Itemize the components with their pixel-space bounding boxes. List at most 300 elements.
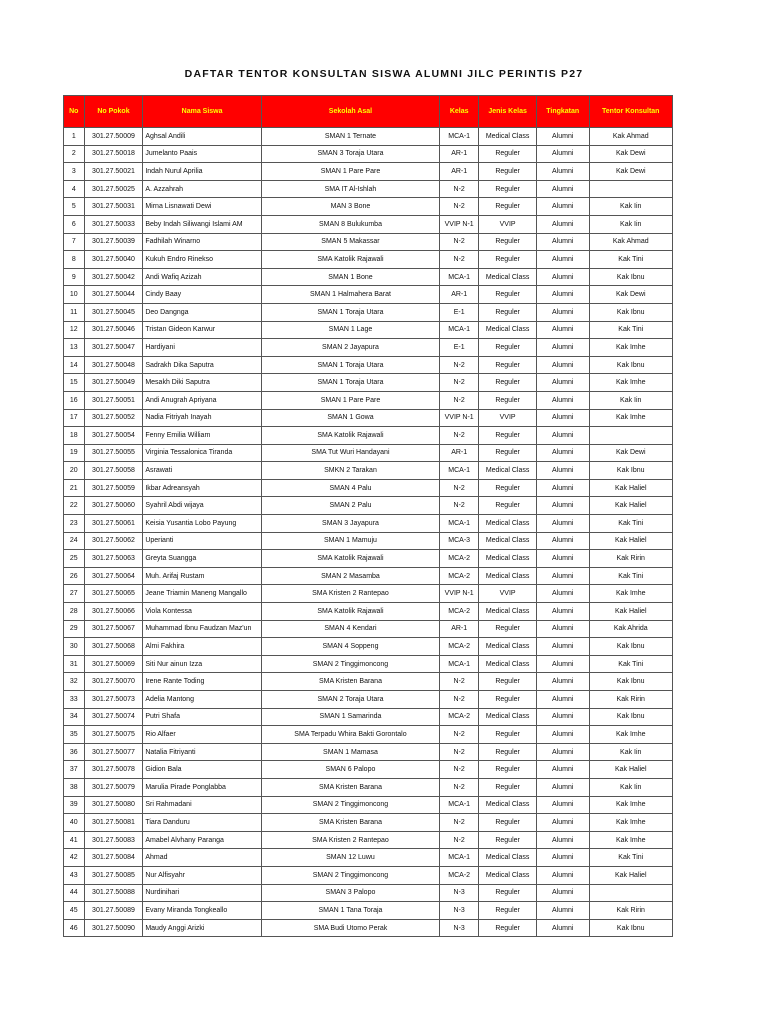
cell-kelas: AR-1 [440, 163, 479, 181]
cell-sekolah-asal: SMAN 1 Toraja Utara [261, 374, 439, 392]
cell-tingkatan: Alumni [536, 831, 589, 849]
cell-jenis-kelas: Reguler [479, 145, 537, 163]
cell-tentor-konsultan [589, 427, 673, 445]
cell-kelas: MCA-2 [440, 603, 479, 621]
table-row [64, 866, 673, 884]
cell-no: 1 [64, 128, 85, 146]
cell-sekolah-asal: SMAN 1 Lage [261, 321, 439, 339]
cell-sekolah-asal: SMA Kristen 2 Rantepao [261, 585, 439, 603]
table-row [64, 567, 673, 585]
cell-nama-siswa: Uperianti [143, 532, 262, 550]
table-row [64, 374, 673, 392]
cell-tentor-konsultan: Kak Imhe [589, 585, 673, 603]
cell-tingkatan: Alumni [536, 814, 589, 832]
cell-tentor-konsultan [589, 180, 673, 198]
cell-nama-siswa: Nur Alfisyahr [143, 866, 262, 884]
cell-no: 44 [64, 884, 85, 902]
cell-tingkatan: Alumni [536, 902, 589, 920]
cell-nama-siswa: Keisia Yusantia Lobo Payung [143, 515, 262, 533]
cell-sekolah-asal: SMA Katolik Rajawali [261, 603, 439, 621]
cell-no-pokok: 301.27.50055 [84, 444, 143, 462]
cell-nama-siswa: Sri Rahmadani [143, 796, 262, 814]
cell-no-pokok: 301.27.50078 [84, 761, 143, 779]
cell-no-pokok: 301.27.50044 [84, 286, 143, 304]
table-row [64, 603, 673, 621]
cell-kelas: N-2 [440, 251, 479, 269]
cell-nama-siswa: Amabel Alvhany Paranga [143, 831, 262, 849]
cell-no: 34 [64, 708, 85, 726]
cell-nama-siswa: Adelia Mantong [143, 691, 262, 709]
cell-jenis-kelas: Medical Class [479, 567, 537, 585]
cell-kelas: N-2 [440, 497, 479, 515]
cell-sekolah-asal: SMAN 1 Mamasa [261, 743, 439, 761]
cell-tingkatan: Alumni [536, 603, 589, 621]
cell-tingkatan: Alumni [536, 128, 589, 146]
cell-jenis-kelas: Reguler [479, 444, 537, 462]
cell-nama-siswa: Ikbar Adreansyah [143, 479, 262, 497]
cell-tingkatan: Alumni [536, 444, 589, 462]
cell-no-pokok: 301.27.50065 [84, 585, 143, 603]
cell-kelas: MCA-1 [440, 849, 479, 867]
cell-jenis-kelas: Medical Class [479, 321, 537, 339]
cell-jenis-kelas: Medical Class [479, 603, 537, 621]
cell-no-pokok: 301.27.50066 [84, 603, 143, 621]
table-row [64, 849, 673, 867]
cell-sekolah-asal: SMAN 1 Samarinda [261, 708, 439, 726]
cell-no: 8 [64, 251, 85, 269]
cell-tingkatan: Alumni [536, 286, 589, 304]
cell-sekolah-asal: SMKN 2 Tarakan [261, 462, 439, 480]
cell-no-pokok: 301.27.50064 [84, 567, 143, 585]
cell-no: 32 [64, 673, 85, 691]
cell-nama-siswa: Indah Nurul Aprilia [143, 163, 262, 181]
cell-jenis-kelas: Reguler [479, 163, 537, 181]
cell-tentor-konsultan: Kak Imhe [589, 831, 673, 849]
cell-no: 42 [64, 849, 85, 867]
cell-tingkatan: Alumni [536, 550, 589, 568]
cell-nama-siswa: Hardiyani [143, 339, 262, 357]
cell-no-pokok: 301.27.50021 [84, 163, 143, 181]
cell-tentor-konsultan: Kak Imhe [589, 796, 673, 814]
cell-kelas: N-2 [440, 831, 479, 849]
table-row [64, 286, 673, 304]
cell-nama-siswa: Muh. Arifaj Rustam [143, 567, 262, 585]
cell-no-pokok: 301.27.50018 [84, 145, 143, 163]
cell-sekolah-asal: SMAN 8 Bulukumba [261, 215, 439, 233]
cell-jenis-kelas: Medical Class [479, 866, 537, 884]
cell-kelas: AR-1 [440, 620, 479, 638]
cell-tingkatan: Alumni [536, 497, 589, 515]
cell-no: 28 [64, 603, 85, 621]
cell-sekolah-asal: SMAN 3 Jayapura [261, 515, 439, 533]
table-row [64, 251, 673, 269]
cell-jenis-kelas: Reguler [479, 356, 537, 374]
header-tentor-konsultan: Tentor Konsultan [589, 96, 673, 128]
cell-sekolah-asal: SMA Terpadu Whira Bakti Gorontalo [261, 726, 439, 744]
table-row [64, 796, 673, 814]
cell-tingkatan: Alumni [536, 655, 589, 673]
cell-no-pokok: 301.27.50054 [84, 427, 143, 445]
cell-tentor-konsultan: Kak Imhe [589, 726, 673, 744]
cell-kelas: N-2 [440, 691, 479, 709]
table-row [64, 919, 673, 937]
table-row [64, 268, 673, 286]
cell-no-pokok: 301.27.50042 [84, 268, 143, 286]
cell-tentor-konsultan: Kak Dewi [589, 286, 673, 304]
cell-tentor-konsultan: Kak Tini [589, 251, 673, 269]
cell-tentor-konsultan: Kak Ahrida [589, 620, 673, 638]
cell-kelas: N-2 [440, 356, 479, 374]
cell-tingkatan: Alumni [536, 462, 589, 480]
cell-kelas: VVIP N-1 [440, 585, 479, 603]
cell-nama-siswa: Mirna Lisnawati Dewi [143, 198, 262, 216]
cell-sekolah-asal: SMA Kristen Barana [261, 778, 439, 796]
cell-tingkatan: Alumni [536, 849, 589, 867]
cell-no: 5 [64, 198, 85, 216]
cell-no-pokok: 301.27.50074 [84, 708, 143, 726]
cell-kelas: VVIP N-1 [440, 409, 479, 427]
student-table [63, 95, 673, 937]
cell-sekolah-asal: SMAN 1 Halmahera Barat [261, 286, 439, 304]
cell-sekolah-asal: SMAN 1 Toraja Utara [261, 303, 439, 321]
cell-no-pokok: 301.27.50061 [84, 515, 143, 533]
document-title: DAFTAR TENTOR KONSULTAN SISWA ALUMNI JILC PERINTIS P27 [184, 68, 584, 80]
cell-jenis-kelas: Reguler [479, 479, 537, 497]
cell-nama-siswa: Tristan Gideon Karwur [143, 321, 262, 339]
cell-nama-siswa: Rio Alfaer [143, 726, 262, 744]
cell-sekolah-asal: SMAN 5 Makassar [261, 233, 439, 251]
table-row [64, 444, 673, 462]
cell-tingkatan: Alumni [536, 796, 589, 814]
cell-no: 19 [64, 444, 85, 462]
cell-no: 41 [64, 831, 85, 849]
cell-nama-siswa: Ahmad [143, 849, 262, 867]
cell-tentor-konsultan: Kak Ibnu [589, 303, 673, 321]
cell-jenis-kelas: Reguler [479, 198, 537, 216]
cell-tentor-konsultan: Kak Ibnu [589, 356, 673, 374]
cell-sekolah-asal: SMAN 1 Pare Pare [261, 391, 439, 409]
cell-tentor-konsultan: Kak Iin [589, 778, 673, 796]
cell-no: 43 [64, 866, 85, 884]
cell-kelas: MCA-1 [440, 462, 479, 480]
cell-tingkatan: Alumni [536, 163, 589, 181]
table-row [64, 778, 673, 796]
cell-no: 27 [64, 585, 85, 603]
table-row [64, 902, 673, 920]
cell-no-pokok: 301.27.50009 [84, 128, 143, 146]
cell-nama-siswa: Fadhilah Winarno [143, 233, 262, 251]
cell-no: 29 [64, 620, 85, 638]
cell-nama-siswa: Sadrakh Dika Saputra [143, 356, 262, 374]
cell-jenis-kelas: Reguler [479, 303, 537, 321]
table-row [64, 884, 673, 902]
cell-tingkatan: Alumni [536, 391, 589, 409]
cell-no: 21 [64, 479, 85, 497]
cell-nama-siswa: Andi Anugrah Apriyana [143, 391, 262, 409]
cell-kelas: N-3 [440, 884, 479, 902]
table-row [64, 655, 673, 673]
table-header-row [64, 96, 673, 128]
cell-no-pokok: 301.27.50048 [84, 356, 143, 374]
cell-no-pokok: 301.27.50088 [84, 884, 143, 902]
cell-tingkatan: Alumni [536, 233, 589, 251]
cell-jenis-kelas: Reguler [479, 339, 537, 357]
cell-no-pokok: 301.27.50049 [84, 374, 143, 392]
cell-nama-siswa: Mesakh Diki Saputra [143, 374, 262, 392]
cell-tentor-konsultan: Kak Imhe [589, 339, 673, 357]
cell-jenis-kelas: Reguler [479, 902, 537, 920]
cell-tingkatan: Alumni [536, 778, 589, 796]
cell-tingkatan: Alumni [536, 919, 589, 937]
cell-no: 33 [64, 691, 85, 709]
cell-no: 14 [64, 356, 85, 374]
cell-no: 10 [64, 286, 85, 304]
cell-kelas: MCA-2 [440, 550, 479, 568]
cell-tingkatan: Alumni [536, 743, 589, 761]
cell-no-pokok: 301.27.50033 [84, 215, 143, 233]
cell-jenis-kelas: VVIP [479, 585, 537, 603]
cell-tingkatan: Alumni [536, 268, 589, 286]
cell-jenis-kelas: Reguler [479, 374, 537, 392]
cell-tentor-konsultan: Kak Dewi [589, 163, 673, 181]
cell-nama-siswa: Marulia Pirade Ponglabba [143, 778, 262, 796]
cell-no: 15 [64, 374, 85, 392]
cell-no: 26 [64, 567, 85, 585]
cell-tingkatan: Alumni [536, 479, 589, 497]
table-row [64, 321, 673, 339]
cell-tentor-konsultan: Kak Ibnu [589, 268, 673, 286]
cell-no-pokok: 301.27.50085 [84, 866, 143, 884]
cell-sekolah-asal: SMAN 2 Tinggimoncong [261, 866, 439, 884]
cell-no: 40 [64, 814, 85, 832]
cell-jenis-kelas: Reguler [479, 778, 537, 796]
cell-no: 23 [64, 515, 85, 533]
cell-tentor-konsultan: Kak Tini [589, 321, 673, 339]
cell-sekolah-asal: SMAN 2 Tinggimoncong [261, 796, 439, 814]
cell-no: 31 [64, 655, 85, 673]
table-row [64, 831, 673, 849]
cell-tingkatan: Alumni [536, 638, 589, 656]
cell-sekolah-asal: SMAN 4 Kendari [261, 620, 439, 638]
cell-kelas: MCA-1 [440, 321, 479, 339]
cell-sekolah-asal: SMAN 2 Masamba [261, 567, 439, 585]
cell-sekolah-asal: SMAN 1 Mamuju [261, 532, 439, 550]
cell-tentor-konsultan: Kak Haliel [589, 866, 673, 884]
cell-kelas: N-3 [440, 919, 479, 937]
cell-tingkatan: Alumni [536, 726, 589, 744]
cell-kelas: MCA-1 [440, 515, 479, 533]
cell-jenis-kelas: Reguler [479, 497, 537, 515]
cell-tentor-konsultan: Kak Ibnu [589, 638, 673, 656]
cell-tingkatan: Alumni [536, 708, 589, 726]
cell-no-pokok: 301.27.50090 [84, 919, 143, 937]
cell-nama-siswa: Andi Wafiq Azizah [143, 268, 262, 286]
cell-nama-siswa: Fenny Emilia William [143, 427, 262, 445]
table-row [64, 497, 673, 515]
cell-kelas: MCA-1 [440, 268, 479, 286]
cell-tentor-konsultan: Kak Ibnu [589, 919, 673, 937]
cell-tingkatan: Alumni [536, 427, 589, 445]
cell-no-pokok: 301.27.50052 [84, 409, 143, 427]
table-row [64, 673, 673, 691]
cell-sekolah-asal: SMAN 6 Palopo [261, 761, 439, 779]
cell-no-pokok: 301.27.50040 [84, 251, 143, 269]
table-body [64, 128, 673, 937]
cell-tentor-konsultan: Kak Iin [589, 391, 673, 409]
cell-kelas: N-2 [440, 427, 479, 445]
cell-sekolah-asal: SMA Kristen Barana [261, 673, 439, 691]
cell-tentor-konsultan: Kak Dewi [589, 145, 673, 163]
cell-sekolah-asal: SMAN 1 Toraja Utara [261, 356, 439, 374]
cell-tingkatan: Alumni [536, 515, 589, 533]
cell-no: 46 [64, 919, 85, 937]
cell-kelas: MCA-2 [440, 638, 479, 656]
table-row [64, 462, 673, 480]
cell-nama-siswa: Irene Rante Toding [143, 673, 262, 691]
cell-tingkatan: Alumni [536, 180, 589, 198]
cell-tingkatan: Alumni [536, 374, 589, 392]
table-row [64, 180, 673, 198]
cell-no-pokok: 301.27.50063 [84, 550, 143, 568]
cell-jenis-kelas: Medical Class [479, 849, 537, 867]
cell-tentor-konsultan: Kak Haliel [589, 532, 673, 550]
cell-jenis-kelas: Reguler [479, 831, 537, 849]
cell-sekolah-asal: SMA IT Al-Ishlah [261, 180, 439, 198]
cell-no-pokok: 301.27.50069 [84, 655, 143, 673]
cell-nama-siswa: Siti Nur ainun Izza [143, 655, 262, 673]
cell-nama-siswa: Kukuh Endro Rinekso [143, 251, 262, 269]
cell-tingkatan: Alumni [536, 198, 589, 216]
cell-no-pokok: 301.27.50060 [84, 497, 143, 515]
cell-no: 35 [64, 726, 85, 744]
cell-jenis-kelas: Medical Class [479, 268, 537, 286]
cell-tingkatan: Alumni [536, 532, 589, 550]
cell-tingkatan: Alumni [536, 409, 589, 427]
cell-kelas: N-2 [440, 778, 479, 796]
cell-no-pokok: 301.27.50051 [84, 391, 143, 409]
cell-no-pokok: 301.27.50075 [84, 726, 143, 744]
table-row [64, 198, 673, 216]
cell-nama-siswa: A. Azzahrah [143, 180, 262, 198]
table-row [64, 585, 673, 603]
table-row [64, 391, 673, 409]
cell-no: 38 [64, 778, 85, 796]
cell-no-pokok: 301.27.50073 [84, 691, 143, 709]
cell-no: 16 [64, 391, 85, 409]
cell-no: 36 [64, 743, 85, 761]
cell-kelas: MCA-1 [440, 796, 479, 814]
cell-kelas: E-1 [440, 339, 479, 357]
cell-jenis-kelas: Reguler [479, 620, 537, 638]
cell-kelas: MCA-2 [440, 708, 479, 726]
cell-tingkatan: Alumni [536, 303, 589, 321]
cell-jenis-kelas: Reguler [479, 673, 537, 691]
cell-kelas: N-2 [440, 374, 479, 392]
cell-nama-siswa: Jumelanto Paais [143, 145, 262, 163]
cell-no: 25 [64, 550, 85, 568]
cell-jenis-kelas: Medical Class [479, 462, 537, 480]
header-kelas: Kelas [440, 96, 479, 128]
cell-nama-siswa: Asrawati [143, 462, 262, 480]
table-row [64, 515, 673, 533]
cell-jenis-kelas: Medical Class [479, 655, 537, 673]
cell-no: 30 [64, 638, 85, 656]
cell-tingkatan: Alumni [536, 215, 589, 233]
cell-tentor-konsultan: Kak Tini [589, 567, 673, 585]
cell-jenis-kelas: Reguler [479, 691, 537, 709]
cell-jenis-kelas: Reguler [479, 251, 537, 269]
cell-jenis-kelas: Reguler [479, 726, 537, 744]
cell-no: 37 [64, 761, 85, 779]
cell-tentor-konsultan: Kak Iin [589, 215, 673, 233]
cell-sekolah-asal: SMA Budi Utomo Perak [261, 919, 439, 937]
cell-no-pokok: 301.27.50046 [84, 321, 143, 339]
cell-nama-siswa: Gidion Bala [143, 761, 262, 779]
cell-jenis-kelas: Medical Class [479, 708, 537, 726]
cell-kelas: N-2 [440, 479, 479, 497]
table-row [64, 339, 673, 357]
cell-kelas: AR-1 [440, 145, 479, 163]
table-row [64, 409, 673, 427]
cell-tentor-konsultan: Kak Tini [589, 849, 673, 867]
table-row [64, 726, 673, 744]
table-row [64, 743, 673, 761]
cell-no: 11 [64, 303, 85, 321]
cell-kelas: N-2 [440, 198, 479, 216]
header-no-pokok: No Pokok [84, 96, 143, 128]
cell-nama-siswa: Maudy Anggi Arizki [143, 919, 262, 937]
cell-no: 9 [64, 268, 85, 286]
cell-no-pokok: 301.27.50080 [84, 796, 143, 814]
cell-sekolah-asal: SMAN 1 Pare Pare [261, 163, 439, 181]
cell-kelas: N-2 [440, 761, 479, 779]
cell-no: 24 [64, 532, 85, 550]
cell-no: 18 [64, 427, 85, 445]
cell-jenis-kelas: Reguler [479, 427, 537, 445]
header-jenis-kelas: Jenis Kelas [479, 96, 537, 128]
table-row [64, 708, 673, 726]
cell-kelas: MCA-3 [440, 532, 479, 550]
cell-jenis-kelas: Reguler [479, 919, 537, 937]
table-row [64, 233, 673, 251]
cell-tentor-konsultan: Kak Iin [589, 743, 673, 761]
cell-no-pokok: 301.27.50062 [84, 532, 143, 550]
cell-jenis-kelas: Reguler [479, 884, 537, 902]
cell-tingkatan: Alumni [536, 145, 589, 163]
cell-no-pokok: 301.27.50068 [84, 638, 143, 656]
cell-tentor-konsultan: Kak Ririn [589, 550, 673, 568]
cell-no: 2 [64, 145, 85, 163]
cell-tentor-konsultan [589, 884, 673, 902]
cell-sekolah-asal: SMAN 1 Tana Toraja [261, 902, 439, 920]
cell-tentor-konsultan: Kak Ibnu [589, 673, 673, 691]
cell-tingkatan: Alumni [536, 321, 589, 339]
cell-no-pokok: 301.27.50083 [84, 831, 143, 849]
cell-sekolah-asal: MAN 3 Bone [261, 198, 439, 216]
cell-no-pokok: 301.27.50081 [84, 814, 143, 832]
cell-tentor-konsultan: Kak Ibnu [589, 708, 673, 726]
cell-sekolah-asal: SMAN 4 Palu [261, 479, 439, 497]
cell-no: 12 [64, 321, 85, 339]
cell-nama-siswa: Deo Dangnga [143, 303, 262, 321]
cell-tentor-konsultan: Kak Ibnu [589, 462, 673, 480]
cell-nama-siswa: Evany Miranda Tongkeallo [143, 902, 262, 920]
cell-sekolah-asal: SMAN 3 Toraja Utara [261, 145, 439, 163]
cell-nama-siswa: Viola Kontessa [143, 603, 262, 621]
cell-nama-siswa: Jeane Triamin Maneng Mangallo [143, 585, 262, 603]
cell-tentor-konsultan: Kak Ahmad [589, 128, 673, 146]
cell-sekolah-asal: SMA Katolik Rajawali [261, 550, 439, 568]
